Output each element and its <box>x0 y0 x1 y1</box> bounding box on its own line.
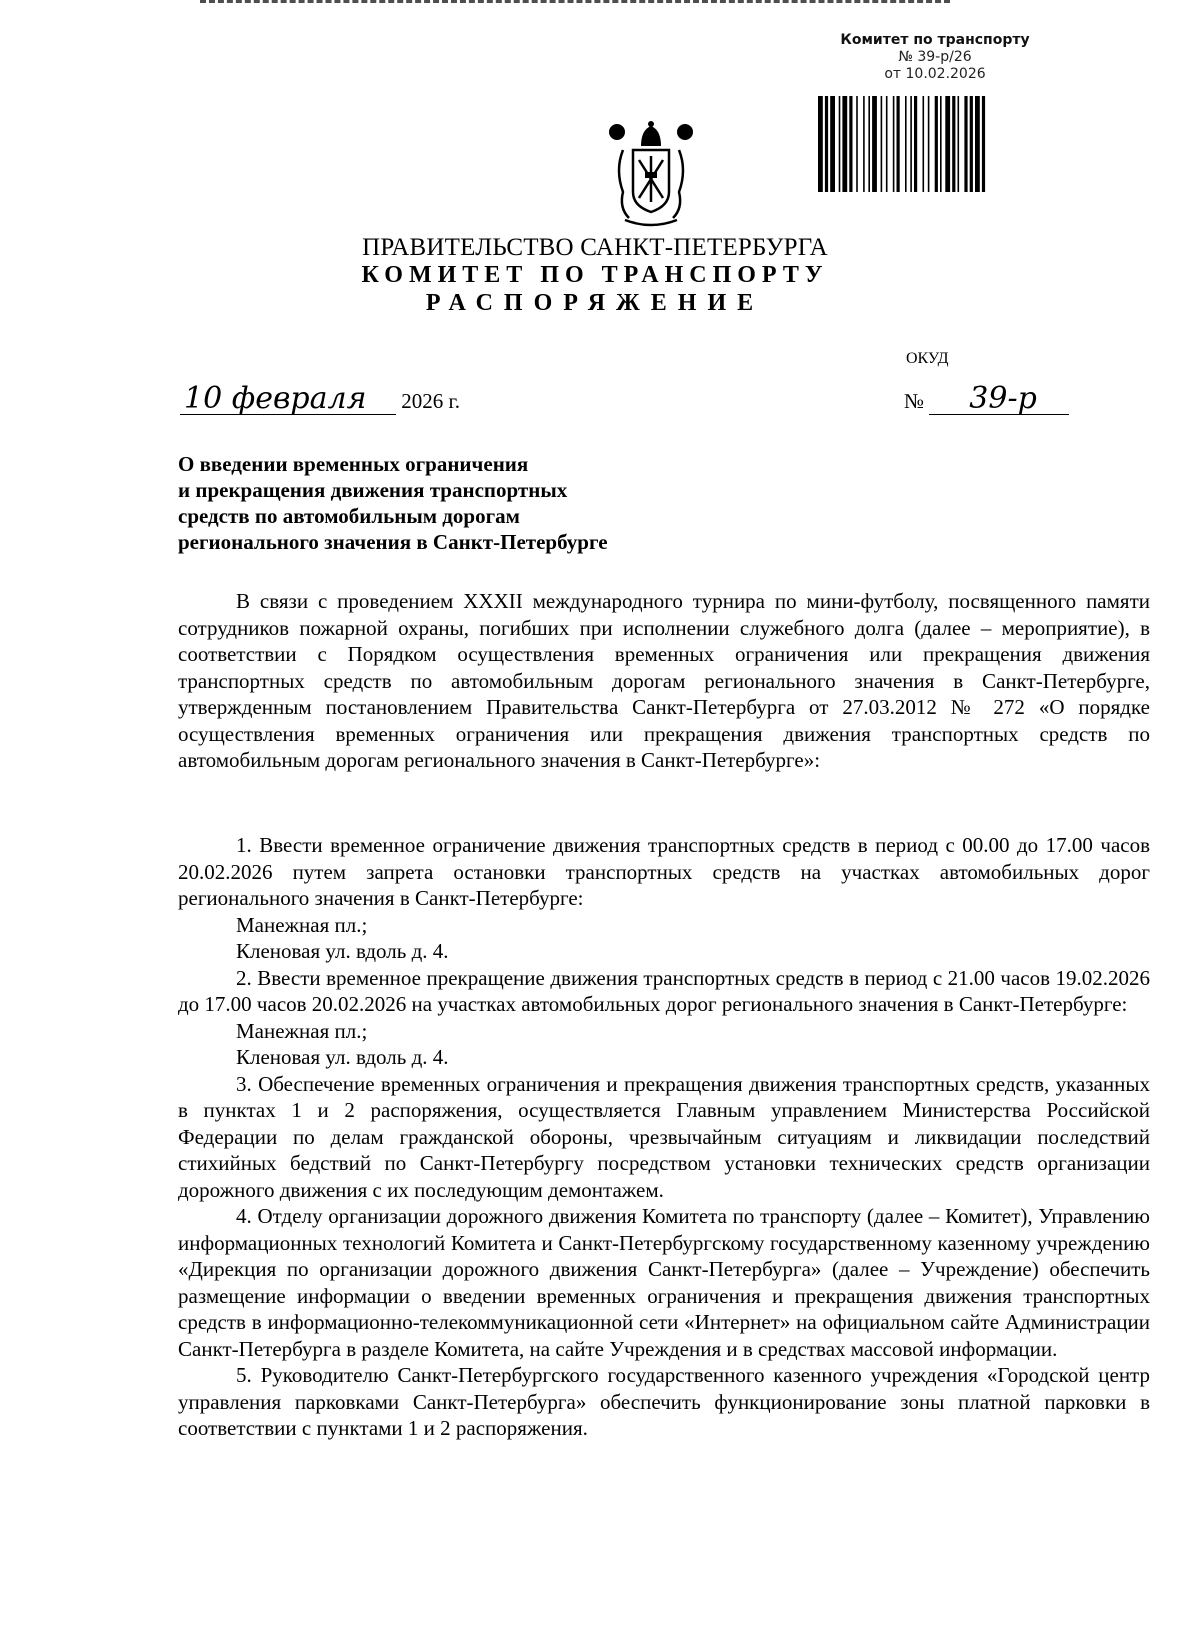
handwritten-date: 10 февраля <box>180 384 396 415</box>
subject-line: средств по автомобильным дорогам <box>178 504 520 528</box>
item-2: 2. Ввести временное прекращение движения транспортных средств в период с 21.00 часов 19.02.2026 до 17.00 часов 20.02.2026 на участках автомобильных дорог регионального значения в Санкт-Петербурге: <box>178 965 1150 1016</box>
document-number <box>904 381 1069 416</box>
preamble-paragraph: В связи с проведением XXXII международного турнира по мини-футболу, посвященного памяти сотрудников пожарной охраны, погибших при исполнении служебного долга (далее – мероприятие), в соответствии с Порядком осуществления временных ограничения или прекращения движения транспортных средств по автомобильным дорогам регионального значения в Санкт-Петербурге, утвержденным постановлением Правительства Санкт-Петербурга от 27.03.2012 № 272 «О порядке осуществления временных ограничения или прекращения движения транспортных средств по автомобильным дорогам регионального значения в Санкт-Петербурге»: <box>178 589 1150 772</box>
item-2-road: Кленовая ул. вдоль д. 4. <box>236 1045 449 1069</box>
okud-label: ОКУД <box>906 350 949 367</box>
scan-artifact-line <box>200 0 950 8</box>
subject-line: О введении временных ограничения <box>178 452 529 476</box>
subject-line: и прекращения движения транспортных <box>178 478 568 502</box>
government-title: ПРАВИТЕЛЬСТВО САНКТ-ПЕТЕРБУРГА <box>362 234 828 261</box>
document-type: РАСПОРЯЖЕНИЕ <box>425 290 765 316</box>
barcode <box>818 96 1052 192</box>
handwritten-number: 39-р <box>929 384 1069 415</box>
item-3: 3. Обеспечение временных ограничения и прекращения движения транспортных средств, указанных в пунктах 1 и 2 распоряжения, осуществляется Главным управлением Министерства Российской Федерации по делам гражданской обороны, чрезвычайным ситуациям и ликвидации последствий стихийных бедствий по Санкт-Петербургу посредством установки технических средств организации дорожного движения с их последующим демонтажем. <box>178 1071 1150 1202</box>
item-1-road: Кленовая ул. вдоль д. 4. <box>236 939 449 963</box>
item-2-road: Манежная пл.; <box>236 1018 368 1043</box>
subject-line: регионального значения в Санкт-Петербурге <box>178 530 608 554</box>
document-date <box>180 381 460 416</box>
registration-stamp <box>820 32 1050 83</box>
preamble-block <box>178 588 1150 774</box>
item-4: 4. Отделу организации дорожного движения Комитета по транспорту (далее – Комитет), Управлению информационных технологий Комитета и Санкт-Петербургскому государственному казенному учреждению «Дирекция по организации дорожного движения Санкт-Петербурга» (далее – Учреждение) обеспечить размещение информации о введении временных ограничения и прекращения движения транспортных средств в информационно-телекоммуникационной сети «Интернет» на официальном сайте Администрации Санкт-Петербурга в разделе Комитета, на сайте Учреждения и в средствах массовой информации. <box>178 1204 1150 1361</box>
document-subject <box>178 451 738 555</box>
item-5: 5. Руководителю Санкт-Петербургского государственного казенного учреждения «Городской центр управления парковками Санкт-Петербурга» обеспечить функционирование зоны платной парковки в соответствии с пунктами 1 и 2 распоряжения. <box>178 1363 1150 1440</box>
registration-org: Комитет по транспорту <box>840 32 1030 48</box>
registration-date: от 10.02.2026 <box>884 66 986 82</box>
number-prefix: № <box>904 389 925 413</box>
registration-number: № 39-р/26 <box>898 49 972 65</box>
items-block <box>178 832 1150 1442</box>
date-year: 2026 г. <box>401 389 460 413</box>
item-1-road: Манежная пл.; <box>236 912 368 937</box>
coat-of-arms-emblem <box>605 120 697 230</box>
item-1: 1. Ввести временное ограничение движения транспортных средств в период с 00.00 до 17.00 часов 20.02.2026 путем запрета остановки транспортных средств на участках автомобильных дорог регионального значения в Санкт-Петербурге: <box>178 833 1150 910</box>
committee-title: КОМИТЕТ ПО ТРАНСПОРТУ <box>361 262 829 288</box>
